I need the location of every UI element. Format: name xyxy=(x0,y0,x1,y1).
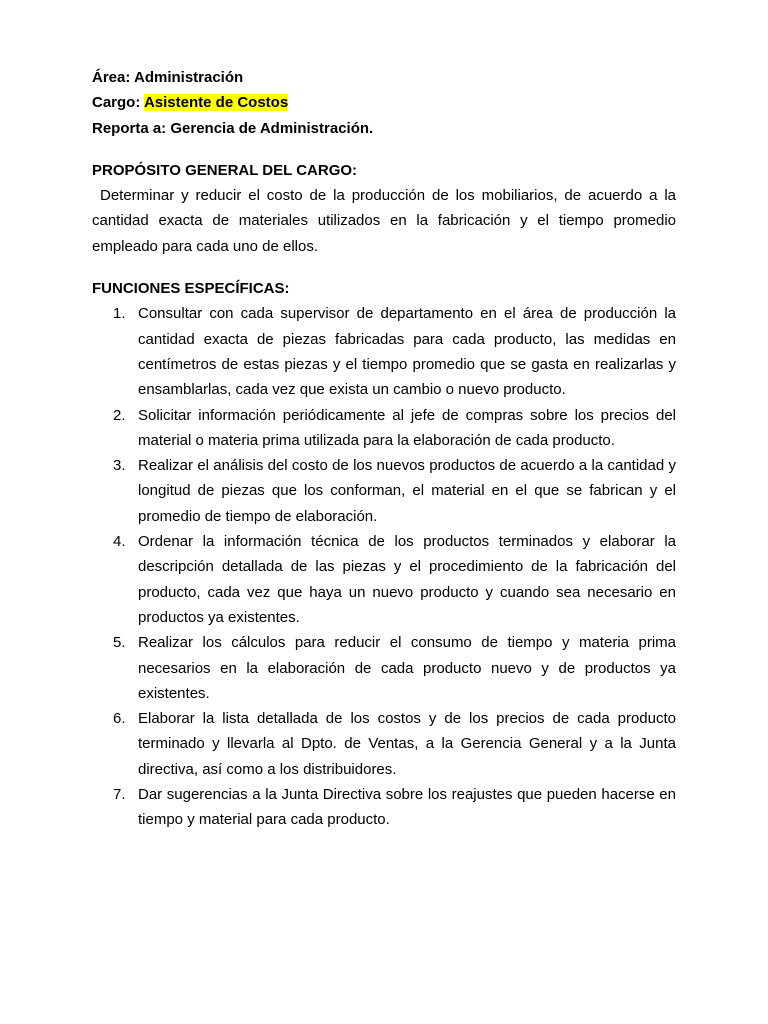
function-item xyxy=(92,782,676,833)
area-value: Administración xyxy=(133,69,244,86)
reporta-value: Gerencia de Administración. xyxy=(170,119,374,137)
cargo-value-highlighted: Asistente de Costos xyxy=(143,94,289,112)
function-item xyxy=(92,453,676,529)
reporta-label: Reporta a: xyxy=(92,119,167,137)
function-number: 2. xyxy=(113,406,126,424)
function-text: Ordenar la información técnica de los productos terminados y elaborar la descripción detallada de las piezas y el procedimiento de la fabricación del producto, cada vez que haya un nuevo producto y cuando sea necesario en productos ya existentes. xyxy=(138,533,676,626)
function-number: 3. xyxy=(113,457,126,475)
function-number: 1. xyxy=(113,305,126,323)
function-text: Solicitar información periódicamente al jefe de compras sobre los precios del material o materia prima utilizada para la elaboración de cada producto. xyxy=(138,406,676,449)
functions-list xyxy=(92,301,676,832)
function-item xyxy=(92,529,676,630)
function-number: 5. xyxy=(113,634,126,652)
area-line xyxy=(92,65,676,90)
functions-title: FUNCIONES ESPECÍFICAS: xyxy=(92,280,290,298)
function-text: Realizar el análisis del costo de los nuevos productos de acuerdo a la cantidad y longitud de piezas que los conforman, el material en el que se fabrican y el promedio de tiempo de elaboración. xyxy=(138,457,676,525)
function-item xyxy=(92,301,676,402)
function-text: Elaborar la lista detallada de los costos y de los precios de cada producto terminado y llevarla al Dpto. de Ventas, a la Gerencia General y a la Junta directiva, así como a los distribuidores. xyxy=(138,710,676,778)
function-item xyxy=(92,706,676,782)
function-text: Realizar los cálculos para reducir el consumo de tiempo y materia prima necesarios en la elaboración de cada producto nuevo y de productos ya existentes. xyxy=(138,634,676,702)
purpose-title: PROPÓSITO GENERAL DEL CARGO: xyxy=(92,161,358,179)
spacer xyxy=(92,259,676,276)
area-label: Área: xyxy=(92,69,131,86)
function-number: 6. xyxy=(113,710,126,728)
function-item xyxy=(92,403,676,454)
function-text: Consultar con cada supervisor de departamento en el área de producción la cantidad exacta de piezas fabricadas para cada producto, las medidas en centímetros de estas piezas y el tiempo promedio que se gasta en realizarlas y ensamblarlas, cada vez que exista un cambio o nuevo producto. xyxy=(138,305,676,399)
function-number: 4. xyxy=(113,533,126,551)
purpose-text: Determinar y reducir el costo de la producción de los mobiliarios, de acuerdo a la cantidad exacta de materiales utilizados en la fabricación y el tiempo promedio empleado para cada uno de ellos. xyxy=(92,187,676,255)
spacer xyxy=(92,141,676,158)
cargo-line xyxy=(92,90,676,115)
function-item xyxy=(92,630,676,706)
function-number: 7. xyxy=(113,786,126,804)
function-text: Dar sugerencias a la Junta Directiva sobre los reajustes que pueden hacerse en tiempo y material para cada producto. xyxy=(138,786,676,829)
reporta-line xyxy=(92,116,676,141)
cargo-label: Cargo: xyxy=(92,94,141,112)
